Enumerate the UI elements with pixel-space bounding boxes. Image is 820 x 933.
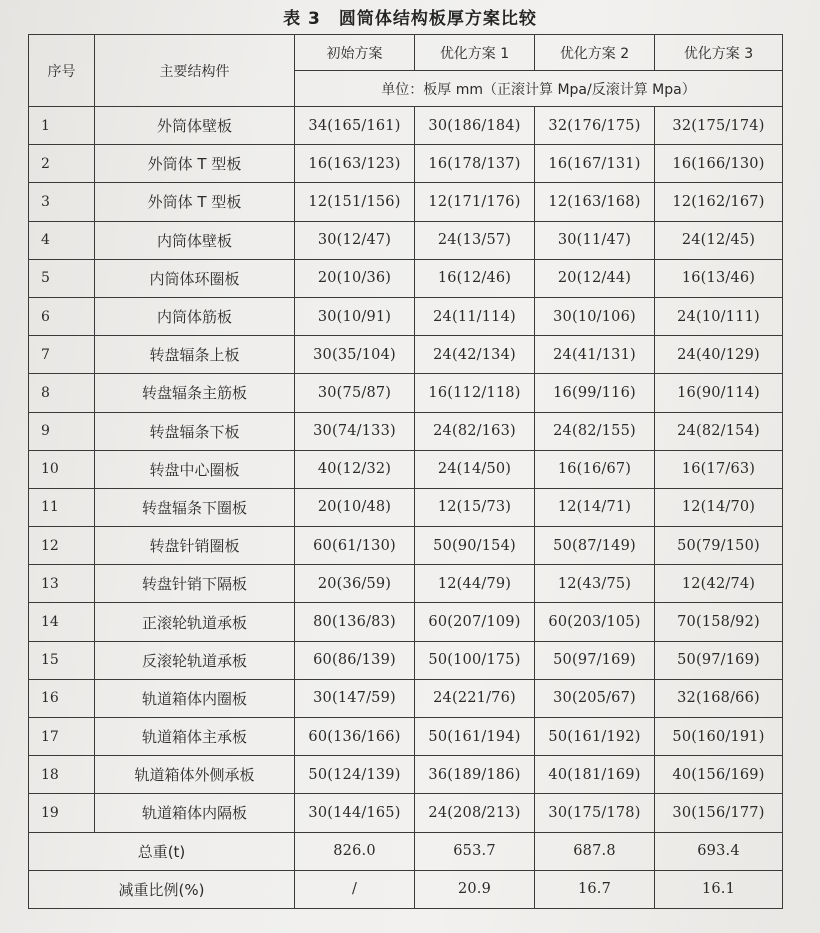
total-weight-value: 653.7 [415,832,535,870]
thickness-stress-value: 36(189/186) [415,756,535,794]
component-name: 转盘辐条主筋板 [95,374,295,412]
thickness-stress-value: 12(163/168) [535,183,655,221]
table-number: 表 3 [283,9,321,29]
component-name: 转盘针销圈板 [95,527,295,565]
table-title [0,4,820,29]
thickness-stress-value: 24(82/154) [655,412,783,450]
thickness-stress-value: 24(82/163) [415,412,535,450]
reduction-ratio-label: 减重比例(%) [29,870,295,908]
thickness-stress-value: 24(82/155) [535,412,655,450]
table-row [29,450,783,488]
component-name: 外筒体壁板 [95,107,295,145]
component-name: 轨道箱体外侧承板 [95,756,295,794]
component-name: 转盘辐条下板 [95,412,295,450]
component-name: 反滚轮轨道承板 [95,641,295,679]
thickness-stress-value: 16(167/131) [535,145,655,183]
thickness-stress-value: 12(171/176) [415,183,535,221]
row-number: 2 [29,145,95,183]
thickness-stress-value: 30(35/104) [295,336,415,374]
header-scheme-opt1: 优化方案 1 [415,35,535,71]
thickness-stress-value: 80(136/83) [295,603,415,641]
table-row [29,679,783,717]
thickness-stress-value: 30(10/91) [295,297,415,335]
thickness-stress-value: 24(14/50) [415,450,535,488]
thickness-stress-value: 24(40/129) [655,336,783,374]
component-name: 外筒体 T 型板 [95,145,295,183]
table-row [29,641,783,679]
thickness-stress-value: 12(15/73) [415,488,535,526]
row-number: 14 [29,603,95,641]
row-number: 10 [29,450,95,488]
table-row [29,221,783,259]
component-name: 转盘中心圈板 [95,450,295,488]
table-row [29,603,783,641]
thickness-stress-value: 24(11/114) [415,297,535,335]
header-component: 主要结构件 [95,35,295,107]
thickness-stress-value: 30(10/106) [535,297,655,335]
table-row [29,183,783,221]
table-row [29,145,783,183]
thickness-stress-value: 32(168/66) [655,679,783,717]
thickness-stress-value: 50(79/150) [655,527,783,565]
row-number: 12 [29,527,95,565]
component-name: 转盘辐条下圈板 [95,488,295,526]
thickness-stress-value: 20(12/44) [535,259,655,297]
thickness-stress-value: 24(42/134) [415,336,535,374]
thickness-stress-value: 24(13/57) [415,221,535,259]
component-name: 内筒体环圈板 [95,259,295,297]
component-name: 轨道箱体主承板 [95,718,295,756]
thickness-stress-value: 30(147/59) [295,679,415,717]
row-number: 19 [29,794,95,832]
row-number: 18 [29,756,95,794]
thickness-stress-value: 20(36/59) [295,565,415,603]
thickness-stress-value: 20(10/48) [295,488,415,526]
reduction-ratio-value: 16.1 [655,870,783,908]
table-row [29,527,783,565]
reduction-ratio-value: / [295,870,415,908]
thickness-stress-value: 12(151/156) [295,183,415,221]
row-number: 5 [29,259,95,297]
component-name: 转盘辐条上板 [95,336,295,374]
table-row [29,374,783,412]
thickness-stress-value: 32(176/175) [535,107,655,145]
row-number: 17 [29,718,95,756]
thickness-stress-value: 50(100/175) [415,641,535,679]
thickness-stress-value: 70(158/92) [655,603,783,641]
thickness-stress-value: 50(90/154) [415,527,535,565]
row-number: 16 [29,679,95,717]
thickness-stress-value: 30(75/87) [295,374,415,412]
table-row [29,259,783,297]
header-unit: 单位：板厚 mm（正滚计算 Mpa/反滚计算 Mpa） [295,71,783,107]
thickness-stress-value: 12(14/70) [655,488,783,526]
thickness-stress-value: 16(163/123) [295,145,415,183]
thickness-stress-value: 60(203/105) [535,603,655,641]
table-row [29,336,783,374]
thickness-stress-value: 50(161/192) [535,718,655,756]
row-number: 9 [29,412,95,450]
row-number: 15 [29,641,95,679]
table-row [29,565,783,603]
thickness-stress-value: 60(136/166) [295,718,415,756]
thickness-stress-value: 24(12/45) [655,221,783,259]
thickness-stress-value: 40(156/169) [655,756,783,794]
thickness-stress-value: 12(44/79) [415,565,535,603]
thickness-stress-value: 40(181/169) [535,756,655,794]
thickness-stress-value: 30(11/47) [535,221,655,259]
thickness-stress-value: 16(166/130) [655,145,783,183]
table-row [29,412,783,450]
header-scheme-opt3: 优化方案 3 [655,35,783,71]
thickness-stress-value: 50(97/169) [655,641,783,679]
thickness-stress-value: 30(186/184) [415,107,535,145]
thickness-stress-value: 12(43/75) [535,565,655,603]
scheme-comparison-table [28,34,783,909]
component-name: 内筒体壁板 [95,221,295,259]
component-name: 内筒体筋板 [95,297,295,335]
component-name: 正滚轮轨道承板 [95,603,295,641]
thickness-stress-value: 30(12/47) [295,221,415,259]
table-row [29,718,783,756]
table-row [29,297,783,335]
row-number: 4 [29,221,95,259]
thickness-stress-value: 16(99/116) [535,374,655,412]
thickness-stress-value: 30(144/165) [295,794,415,832]
thickness-stress-value: 40(12/32) [295,450,415,488]
component-name: 转盘针销下隔板 [95,565,295,603]
thickness-stress-value: 16(90/114) [655,374,783,412]
row-number: 7 [29,336,95,374]
thickness-stress-value: 30(175/178) [535,794,655,832]
thickness-stress-value: 60(61/130) [295,527,415,565]
thickness-stress-value: 16(12/46) [415,259,535,297]
row-number: 13 [29,565,95,603]
thickness-stress-value: 60(86/139) [295,641,415,679]
total-weight-value: 693.4 [655,832,783,870]
total-weight-value: 687.8 [535,832,655,870]
table-row [29,794,783,832]
thickness-stress-value: 16(17/63) [655,450,783,488]
row-number: 6 [29,297,95,335]
thickness-stress-value: 32(175/174) [655,107,783,145]
thickness-stress-value: 24(10/111) [655,297,783,335]
component-name: 外筒体 T 型板 [95,183,295,221]
thickness-stress-value: 50(161/194) [415,718,535,756]
thickness-stress-value: 50(124/139) [295,756,415,794]
component-name: 轨道箱体内圈板 [95,679,295,717]
thickness-stress-value: 12(14/71) [535,488,655,526]
thickness-stress-value: 34(165/161) [295,107,415,145]
thickness-stress-value: 24(208/213) [415,794,535,832]
thickness-stress-value: 50(97/169) [535,641,655,679]
thickness-stress-value: 16(178/137) [415,145,535,183]
reduction-ratio-value: 16.7 [535,870,655,908]
thickness-stress-value: 30(205/67) [535,679,655,717]
reduction-ratio-value: 20.9 [415,870,535,908]
thickness-stress-value: 16(112/118) [415,374,535,412]
thickness-stress-value: 30(156/177) [655,794,783,832]
table-row [29,107,783,145]
row-number: 11 [29,488,95,526]
thickness-stress-value: 50(160/191) [655,718,783,756]
header-scheme-opt2: 优化方案 2 [535,35,655,71]
thickness-stress-value: 50(87/149) [535,527,655,565]
component-name: 轨道箱体内隔板 [95,794,295,832]
header-seq: 序号 [29,35,95,107]
thickness-stress-value: 20(10/36) [295,259,415,297]
thickness-stress-value: 12(162/167) [655,183,783,221]
total-weight-label: 总重(t) [29,832,295,870]
thickness-stress-value: 60(207/109) [415,603,535,641]
row-number: 3 [29,183,95,221]
thickness-stress-value: 24(41/131) [535,336,655,374]
table-row [29,756,783,794]
table-row [29,488,783,526]
thickness-stress-value: 16(16/67) [535,450,655,488]
header-scheme-initial: 初始方案 [295,35,415,71]
thickness-stress-value: 16(13/46) [655,259,783,297]
row-number: 1 [29,107,95,145]
thickness-stress-value: 24(221/76) [415,679,535,717]
thickness-stress-value: 30(74/133) [295,412,415,450]
table-caption: 圆筒体结构板厚方案比较 [338,9,537,29]
thickness-stress-value: 12(42/74) [655,565,783,603]
row-number: 8 [29,374,95,412]
total-weight-value: 826.0 [295,832,415,870]
